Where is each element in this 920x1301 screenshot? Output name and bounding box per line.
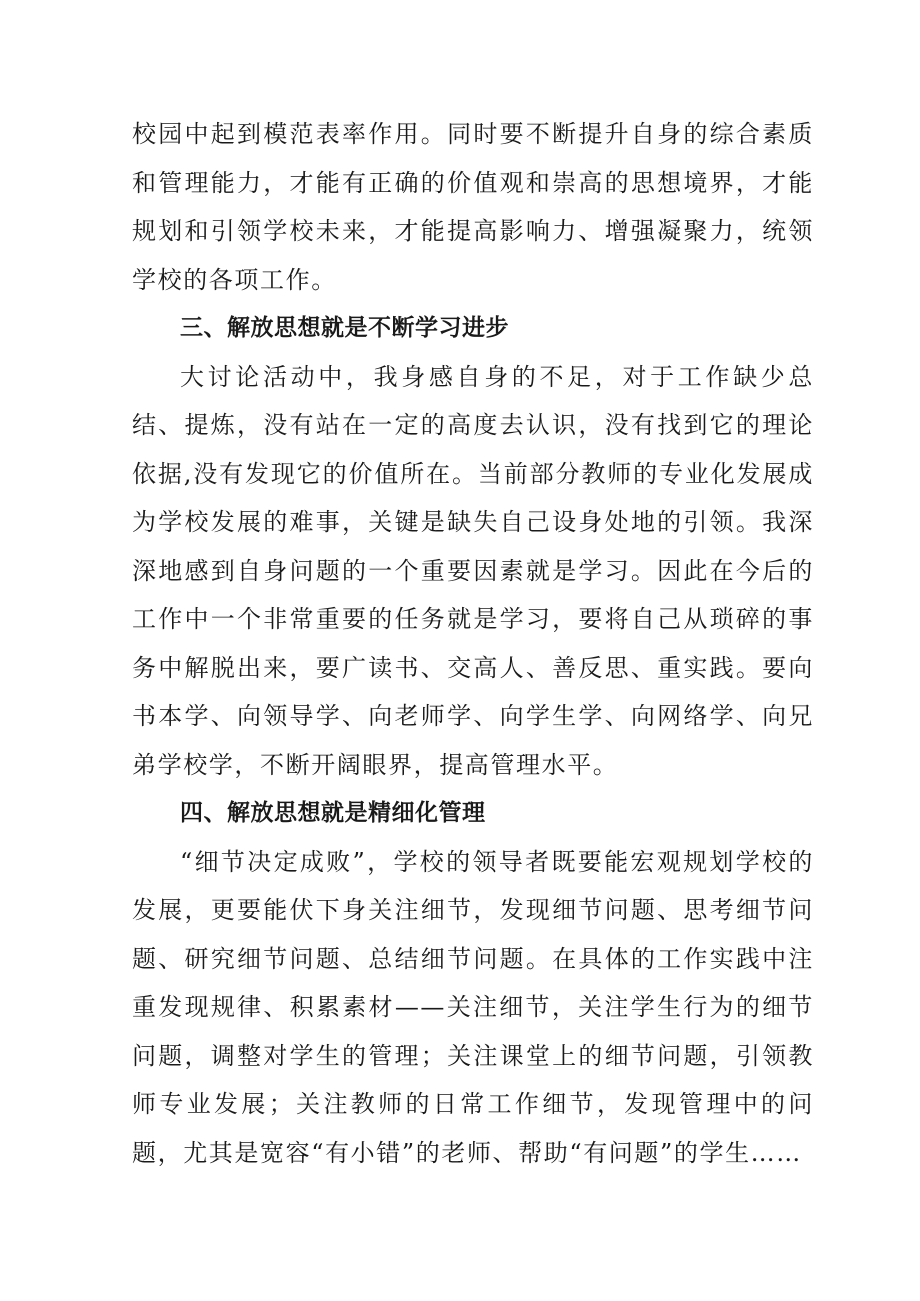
paragraph-continued: 校园中起到模范表率作用。同时要不断提升自身的综合素质和管理能力，才能有正确的价值观和崇高的思想境界，才能规划和引领学校未来，才能提高影响力、增强凝聚力，统领学校的各项工作。 xyxy=(132,120,814,294)
section-4-heading: 四、解放思想就是精细化管理 xyxy=(180,800,486,826)
section-4-body: “细节决定成败”，学校的领导者既要能宏观规划学校的发展，更要能伏下身关注细节，发现细节问题、思考细节问题、研究细节问题、总结细节问题。在具体的工作实践中注重发现规律、积累素材——关注细节，关注学生行为的细节问题，调整对学生的管理；关注课堂上的细节问题，引领教师专业发展；关注教师的日常工作细节，发现管理中的问题，尤其是宽容“有小错”的老师、帮助“有问题”的学生…… xyxy=(132,847,814,1167)
section-3-body: 大讨论活动中，我身感自身的不足，对于工作缺少总结、提炼，没有站在一定的高度去认识，没有找到它的理论依据,没有发现它的价值所在。当前部分教师的专业化发展成为学校发展的难事，关键是缺失自己设身处地的引领。我深深地感到自身问题的一个重要因素就是学习。因此在今后的工作中一个非常重要的任务就是学习，要将自己从琐碎的事务中解脱出来，要广读书、交高人、善反思、重实践。要向书本学、向领导学、向老师学、向学生学、向网络学、向兄弟学校学，不断开阔眼界，提高管理水平。 xyxy=(132,362,814,779)
document-page xyxy=(132,110,814,1177)
section-3-heading: 三、解放思想就是不断学习进步 xyxy=(180,315,509,341)
